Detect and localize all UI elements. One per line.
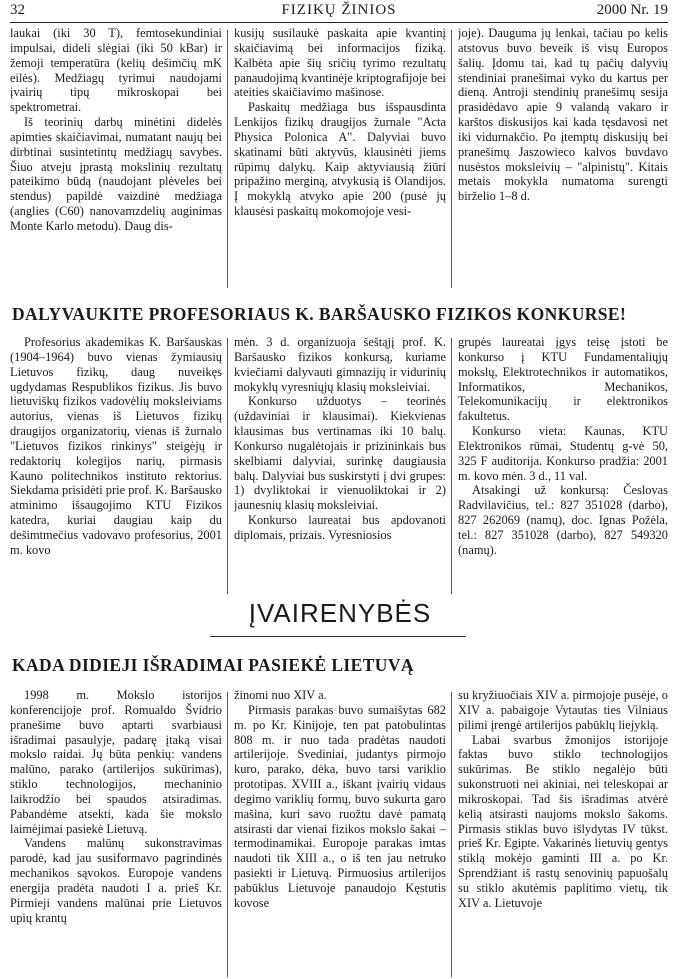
paragraph: žinomi nuo XIV a. bbox=[234, 688, 327, 702]
column-divider bbox=[227, 338, 228, 594]
contest-heading: DALYVAUKITE PROFESORIAUS K. BARŠAUSKO FIZIKOS KONKURSE! bbox=[12, 304, 627, 324]
column-divider bbox=[451, 692, 452, 977]
paragraph: Konkurso užduotys – teorinės (uždaviniai ir klausimai). Kiekvienas klausimas bus vertinamas iki 10 balų. Konkurso nugalėtojais ir prizininkais bus skelbiami dalyviai, surinkę daugiausia balų. Dalyviai bus suskirstyti į dvi grupes: 1) dvyliktokai ir vienuoliktokai ir 2) jaunesnių klasių moksleiviai. bbox=[234, 394, 446, 513]
paragraph: Labai svarbus žmonijos istorijoje faktas buvo stiklo technologijos sukūrimas. Be stiklo negalėjo būti sukonstruoti nei akiniai, nei teleskopai ar mikroskopai. Tad šis išradimas atvėrė kelią atsirasti naujoms mokslo šakoms. Pirmasis stiklas buvo išlydytas IV tūkst. prieš Kr. Egipte. Vakarinės lietuvių gentys stiklą mokėjo gaminti III a. po Kr. Sprendžiant iš rastų senovinių papuošalų su stiklo akutėmis paplitimo vietų, tik XIV a. Lietuvoje bbox=[458, 732, 668, 910]
top-column-2 bbox=[234, 26, 446, 296]
paragraph: su kryžiuočiais XIV a. pirmojoje pusėje, o XIV a. pabaigoje Vytautas ties Vilniaus pilimi įrengė artilerijos pabūklų liejyklą. bbox=[458, 688, 668, 732]
paragraph: laukai (iki 30 T), femtosekundiniai impulsai, dideli slėgiai (iki 50 kBar) ir žemoji temperatūra (kelių dešimčių mK eilės). Medžiagų tyrimui naudojami įvairių tipų mikroskopai bei spektrometrai. bbox=[10, 26, 222, 115]
column-divider bbox=[451, 338, 452, 594]
paragraph: grupės laureatai įgys teisę įstoti be konkurso į KTU Fundamentaliųjų mokslų, Elektrotechnikos ir automatikos, Informatikos, Mechanikos, Telekomunikacijų ir elektronikos fakultetus. bbox=[458, 335, 668, 424]
journal-title: FIZIKŲ ŽINIOS bbox=[281, 2, 397, 18]
paragraph: Konkurso vieta: Kaunas, KTU Elektronikos rūmai, Studentų g-vė 50, 325 F auditorija. Konkurso pradžia: 2001 m. kovo mėn. 3 d., 11 val. bbox=[458, 424, 668, 483]
section-underline bbox=[210, 636, 466, 637]
column-divider bbox=[227, 692, 228, 977]
contest-column-2 bbox=[234, 335, 446, 597]
paragraph: kusijų susilaukė paskaita apie kvantinį skaičiavimą bei informacijos fiziką. Kalbėta apie šių sričių tyrimo rezultatų panaudojimą kvantinėje kriptografijoje bei ateities skaičiavimo mašinose. bbox=[234, 26, 446, 100]
paragraph: joje). Dauguma jų lenkai, tačiau po kelis atstovus buvo beveik iš visų Europos šalių. Įdomu tai, kad tų pačių dalyvių stendiniai pranešimai vyko du kartus per dieną. Antroji stendinių pranešimų sesija prasidėdavo apie 9 valandą vakaro ir karštos diskusijos kai kada tęsdavosi net iki vidurnakčio. Po įtemptų diskusijų bei pranešimų Jaszowiecо kalvos buvdavo nusėstos moksleivių – "alpinistų". Kitais metais mokykla numatoma surengti birželio 1–8 d. bbox=[458, 26, 668, 204]
paragraph: Profesorius akademikas K. Baršauskas (1904–1964) buvo vienas žymiausių Lietuvos fizikų, daug nuveikęs ugdydamas Respublikos fizikus. Jis buvo lietuviškų fizikos vadovėlių moksleiviams autorius, vienas iš Lietuvos fizikų draugijos organizatorių, vienas iš žurnalo "Lietuvos fizikos rinkinys" steigėjų ir redaktorių kolegijos narių, pirmasis Kauno politechnikos instituto rektorius. Siekdama prisidėti prie prof. K. Baršausko atminimo išsaugojimo KTU Fizikos katedra, kuriai daugiau kaip du dešimtmečius vadovavo profesorius, 2001 m. kovo bbox=[10, 335, 222, 557]
page-number: 32 bbox=[10, 2, 25, 18]
paragraph: Pirmasis parakas buvo sumaišytas 682 m. po Kr. Kinijoje, ten pat patobulintas 808 m. ir nuo tada pradėtas naudoti artilerijoje. Svediniai, judantys pirmojo kuro, parako, dėka, buvo tarsi variklio prototipas. XVIII a., iškant įvairių vidaus degimo variklių formų, buvo sukurta garo mašina, kuri savo ruožtu davė pamatą atsirasti dar vienai fizikos mokslo šakai – termodinamikai. Europoje parakas imtas naudoti tik XIII a., o iš ten jau netruko pasiekti ir Lietuvą. Pirmuosius artilerijos pabūklus Lietuvoje panaudojo Kęstutis kovose bbox=[234, 702, 446, 910]
article-column-2 bbox=[234, 688, 446, 979]
paragraph: Atsakingi už konkursą: Česlovas Radvilavičius, tel.: 827 351028 (darbo), 827 262069 (namų), doc. Ignas Požėla, tel.: 827 351028 (darbo), 827 549320 (namų). bbox=[458, 483, 668, 557]
article-column-1 bbox=[10, 688, 222, 979]
section-title: ĮVAIRENYBĖS bbox=[248, 598, 432, 628]
top-column-3 bbox=[458, 26, 668, 296]
article-heading: KADA DIDIEJI IŠRADIMAI PASIEKĖ LIETUVĄ bbox=[12, 655, 414, 675]
column-divider bbox=[227, 30, 228, 288]
issue-number: 2000 Nr. 19 bbox=[596, 2, 668, 18]
paragraph: Konkurso laureatai bus apdovanoti diplomais, prizais. Vyresniosios bbox=[234, 513, 446, 542]
paragraph: mėn. 3 d. organizuoja šeštąjį prof. K. Baršausko fizikos konkursą, kuriame kviečiami dalyvauti gimnazijų ir vidurinių mokyklų vyresniųjų klasių moksleiviai. bbox=[234, 335, 446, 394]
paragraph: 1998 m. Mokslo istorijos konferencijoje prof. Romualdo Švidrio pranešime buvo aptarti svarbiausi išradimai pasaulyje, padarę įtaką visai mokslo raidai. Jų būta penkių: vandens malūno, parako (artilerijos sukūrimas), stiklo technologijos, mechaninio laikrodžio bei spaudos atsiradimas. Pabandėme atsekti, kada šie mokslo laimėjimai pasiekė Lietuvą. bbox=[10, 688, 222, 836]
paragraph: Iš teorinių darbų minėtini didelės apimties skaičiavimai, numatant naujų bei dirbtinai susintetintų medžiagų savybes. Šiuo atveju įprastą mokslinių rezultatų pateikimo būdą (naudojant plėveles bei stendus) papildė vaizdinė medžiaga (anglies (C60) nanovamzdelių auginimas Monte Karlo metodu). Daug dis- bbox=[10, 115, 222, 233]
paragraph: Paskaitų medžiaga bus išspausdinta Lenkijos fizikų draugijos žurnale "Acta Physica Polonica A". Dalyviai buvo skatinami būti aktyvūs, klausinėti jiems rūpimų dalykų. Kaip aktyviausią žiūri pripažino merginą, atvykusią iš Olandijos. Į mokyklą atvyko apie 200 (pusė jų klausėsi paskaitų mokomojoje vesi- bbox=[234, 100, 446, 219]
top-column-1 bbox=[10, 26, 222, 296]
paragraph: Vandens malūnų sukonstravimas parodė, kad jau susiformavo pagrindinės mechanikos sąvokos. Europoje vandens energija pradėta naudoti I a. prieš Kr. Pirmieji vandens malūnai prie Lietuvos upių krantų bbox=[10, 836, 222, 925]
contest-column-3 bbox=[458, 335, 668, 597]
column-divider bbox=[451, 30, 452, 288]
contest-column-1 bbox=[10, 335, 222, 597]
page-header bbox=[10, 0, 668, 23]
article-column-3 bbox=[458, 688, 668, 979]
